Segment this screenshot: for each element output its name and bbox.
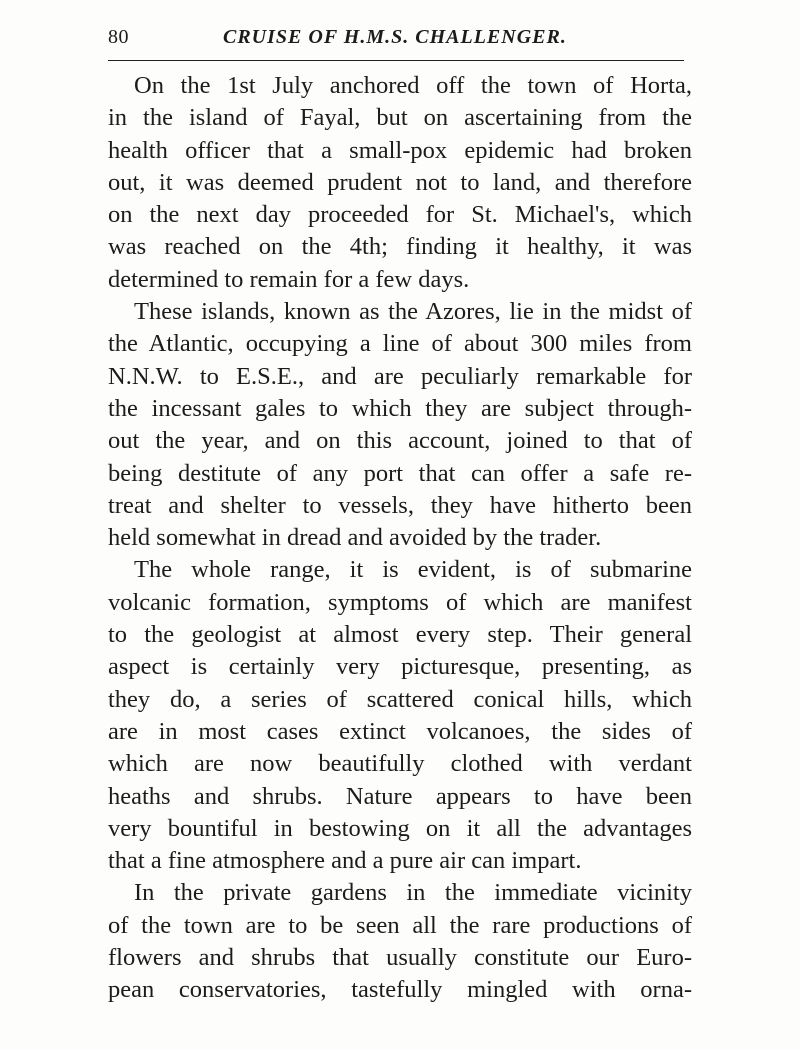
text-line: in the island of Fayal, but on ascertaining from the [108, 104, 692, 132]
text-line: the incessant gales to which they are subject through- [108, 394, 692, 422]
text-line: In the private gardens in the immediate vicinity [134, 879, 692, 907]
text-line: volcanic formation, symptoms of which are manifest [108, 588, 692, 616]
text-line: aspect is certainly very picturesque, presenting, as [108, 653, 692, 681]
text-line: pean conservatories, tastefully mingled with orna- [108, 976, 692, 1004]
text-line: to the geologist at almost every step. Their general [108, 621, 692, 649]
paragraph [108, 554, 692, 877]
text-line: out the year, and on this account, joined to that of [108, 427, 692, 455]
paragraph [108, 296, 692, 554]
text-line: which are now beautifully clothed with verdant [108, 750, 692, 778]
text-line: they do, a series of scattered conical hills, which [108, 685, 692, 713]
body-text [108, 70, 692, 1007]
running-title: CRUISE OF H.M.S. CHALLENGER. [223, 26, 567, 48]
text-line: being destitute of any port that can offer a safe re- [108, 459, 692, 487]
text-line: are in most cases extinct volcanoes, the sides of [108, 717, 692, 745]
text-line: very bountiful in bestowing on it all the advantages [108, 814, 692, 842]
text-line: held somewhat in dread and avoided by the trader. [108, 524, 602, 552]
text-line: of the town are to be seen all the rare productions of [108, 911, 692, 939]
text-line: heaths and shrubs. Nature appears to have been [108, 782, 692, 810]
text-line: These islands, known as the Azores, lie in the midst of [134, 298, 692, 326]
text-line: that a fine atmosphere and a pure air can impart. [108, 847, 582, 875]
paragraph [108, 70, 692, 296]
text-line: The whole range, it is evident, is of submarine [134, 556, 692, 584]
running-head [108, 22, 692, 54]
text-line: was reached on the 4th; finding it healthy, it was [108, 233, 692, 261]
text-line: on the next day proceeded for St. Michael's, which [108, 201, 692, 229]
text-line: treat and shelter to vessels, they have hitherto been [108, 491, 692, 519]
text-line: the Atlantic, occupying a line of about 300 miles from [108, 330, 692, 358]
text-line: flowers and shrubs that usually constitute our Euro- [108, 944, 692, 972]
text-line: out, it was deemed prudent not to land, and therefore [108, 168, 692, 196]
text-line: On the 1st July anchored off the town of Horta, [134, 72, 692, 99]
text-line: health officer that a small-pox epidemic had broken [108, 136, 692, 164]
header-rule [108, 60, 684, 61]
page-number: 80 [108, 26, 129, 48]
paragraph [108, 877, 692, 1006]
text-line: N.N.W. to E.S.E., and are peculiarly remarkable for [108, 362, 692, 390]
text-line: determined to remain for a few days. [108, 265, 470, 293]
